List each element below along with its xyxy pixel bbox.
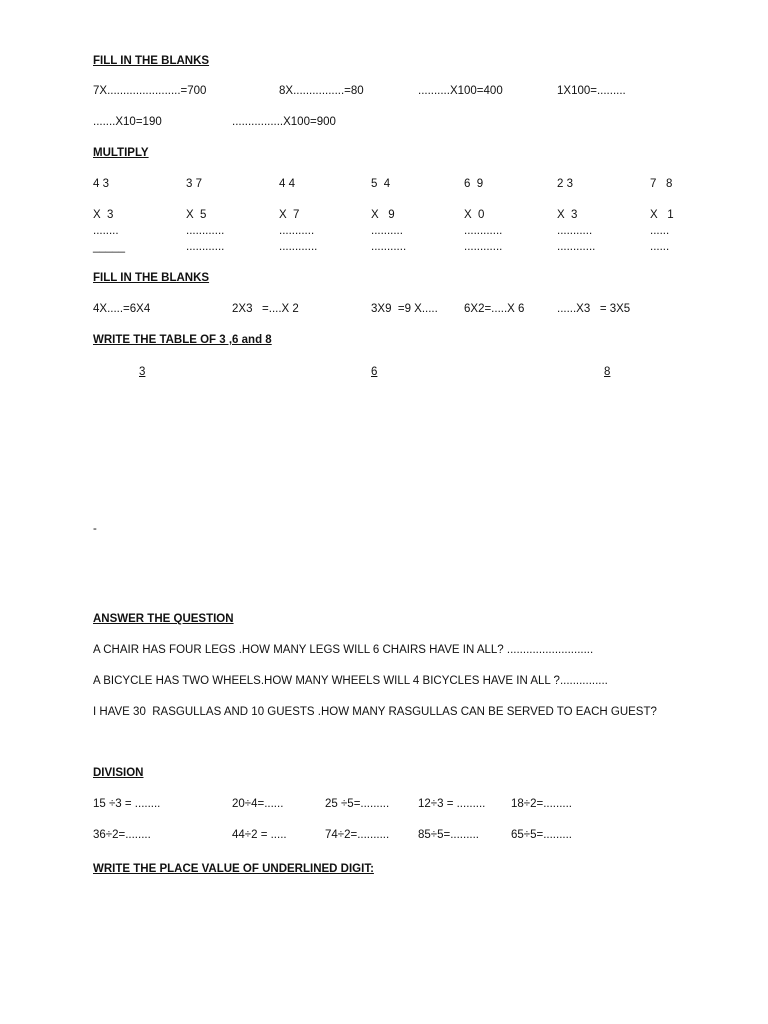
multiply-bottom-number: X 1: [650, 209, 674, 221]
table-label-3: 3: [139, 366, 146, 378]
division-item: 74÷2=..........: [325, 829, 390, 841]
division-item: 15 ÷3 = ........: [93, 798, 161, 810]
multiply-answer-dots: ........: [93, 225, 119, 237]
multiply-answer-dots: ...........: [279, 225, 315, 237]
fill-blank-item: 1X100=.........: [557, 85, 626, 97]
fill-blank-item: .......X10=190: [93, 116, 162, 128]
multiply-top-number: 4 4: [279, 178, 295, 190]
division-item: 20÷4=......: [232, 798, 284, 810]
multiply-answer-dots: ...........: [371, 241, 407, 253]
fill-blank-item: 7X.......................=700: [93, 85, 207, 97]
section-heading-fill-blanks-1: FILL IN THE BLANKS: [93, 55, 210, 67]
fill-blank-item: 2X3 =....X 2: [232, 303, 299, 315]
question-3: I HAVE 30 RASGULLAS AND 10 GUESTS .HOW MANY RASGULLAS CAN BE SERVED TO EACH GUEST?: [93, 706, 657, 718]
multiply-top-number: 3 7: [186, 178, 202, 190]
multiply-answer-dots: ............: [186, 225, 225, 237]
multiply-answer-dots: ............: [557, 241, 596, 253]
multiply-bottom-number: X 5: [186, 209, 207, 221]
question-2: A BICYCLE HAS TWO WHEELS.HOW MANY WHEELS WILL 4 BICYCLES HAVE IN ALL ?...............: [93, 675, 608, 687]
multiply-top-number: 5 4: [371, 178, 391, 190]
multiply-answer-dots: ......: [650, 225, 670, 237]
multiply-bottom-number: X 7: [279, 209, 300, 221]
multiply-top-number: 7 8: [650, 178, 673, 190]
multiply-answer-dots: ...........: [557, 225, 593, 237]
section-heading-answer-question: ANSWER THE QUESTION: [93, 613, 234, 625]
fill-blank-item: 8X................=80: [279, 85, 364, 97]
section-heading-division: DIVISION: [93, 767, 144, 779]
section-heading-fill-blanks-2: FILL IN THE BLANKS: [93, 272, 210, 284]
multiply-answer-dots: ..........: [371, 225, 403, 237]
multiply-bottom-number: X 0: [464, 209, 485, 221]
multiply-bottom-number: X 9: [371, 209, 395, 221]
multiply-answer-line: _____: [93, 241, 125, 253]
multiply-bottom-number: X 3: [557, 209, 578, 221]
multiply-answer-dots: ............: [464, 225, 503, 237]
fill-blank-item: 3X9 =9 X.....: [371, 303, 438, 315]
division-item: 36÷2=........: [93, 829, 151, 841]
division-item: 12÷3 = .........: [418, 798, 486, 810]
multiply-top-number: 4 3: [93, 178, 109, 190]
division-item: 85÷5=.........: [418, 829, 479, 841]
multiply-answer-dots: ......: [650, 241, 670, 253]
division-item: 25 ÷5=.........: [325, 798, 390, 810]
section-heading-multiply: MULTIPLY: [93, 147, 149, 159]
multiply-top-number: 2 3: [557, 178, 573, 190]
fill-blank-item: ..........X100=400: [418, 85, 503, 97]
stray-mark: -: [93, 523, 97, 535]
multiply-top-number: 6 9: [464, 178, 484, 190]
section-heading-place-value: WRITE THE PLACE VALUE OF UNDERLINED DIGIT:: [93, 863, 374, 875]
fill-blank-item: ................X100=900: [232, 116, 336, 128]
table-label-6: 6: [371, 366, 378, 378]
division-item: 65÷5=.........: [511, 829, 572, 841]
multiply-answer-dots: ............: [464, 241, 503, 253]
section-heading-tables: WRITE THE TABLE OF 3 ,6 and 8: [93, 334, 272, 346]
fill-blank-item: 4X.....=6X4: [93, 303, 151, 315]
fill-blank-item: 6X2=.....X 6: [464, 303, 525, 315]
multiply-bottom-number: X 3: [93, 209, 114, 221]
fill-blank-item: ......X3 = 3X5: [557, 303, 631, 315]
division-item: 44÷2 = .....: [232, 829, 287, 841]
multiply-answer-dots: ............: [186, 241, 225, 253]
question-1: A CHAIR HAS FOUR LEGS .HOW MANY LEGS WILL 6 CHAIRS HAVE IN ALL? ...........................: [93, 644, 594, 656]
division-item: 18÷2=.........: [511, 798, 572, 810]
table-label-8: 8: [604, 366, 611, 378]
multiply-answer-dots: ............: [279, 241, 318, 253]
